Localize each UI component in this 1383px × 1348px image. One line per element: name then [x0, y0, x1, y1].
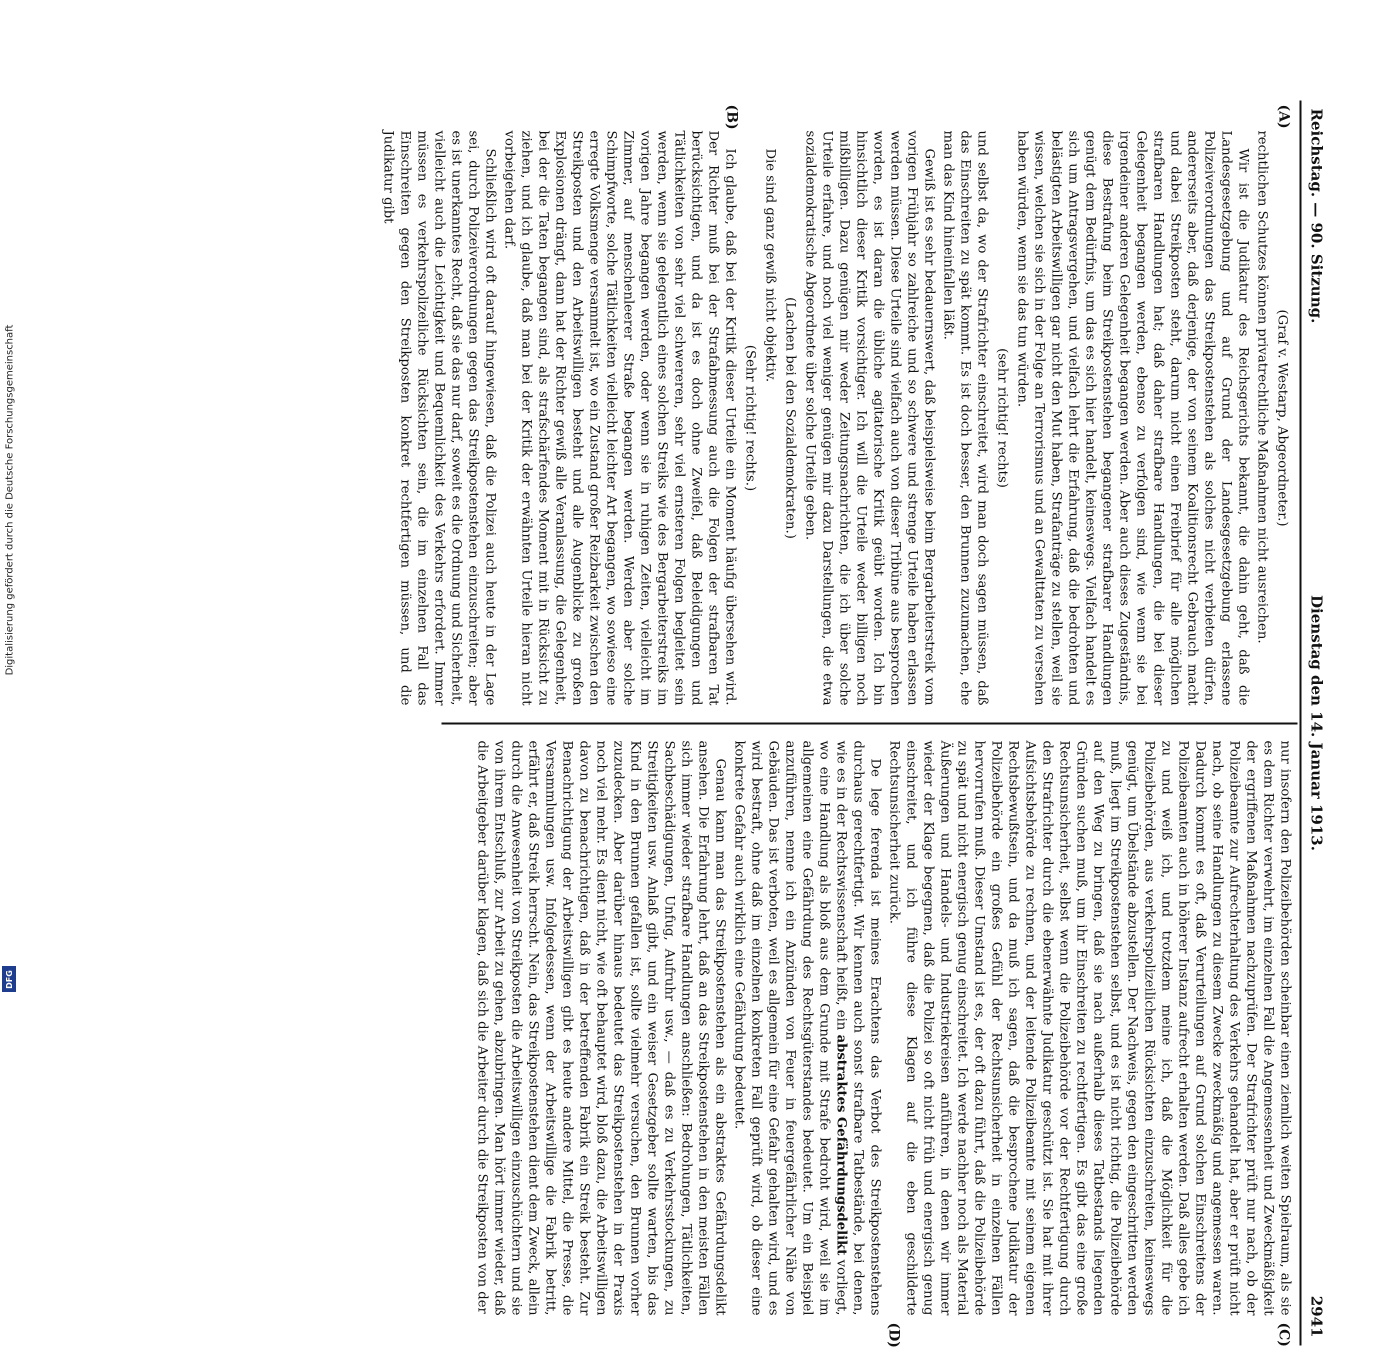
left-text-column — [380, 130, 1294, 706]
running-head-session: Reichstag. — 90. Sitzung. — [1307, 108, 1326, 324]
running-head-date: Dienstag den 14. Januar 1913. — [1307, 595, 1326, 851]
digitization-credit-strip — [0, 0, 20, 1000]
paragraph: Gewiß ist es sehr bedauernswert, daß beispielsweise beim Bergarbeiterstreik vom vorigen Frühjahr so zahlreiche und so schwere und strenge Urteile haben erlassen werden müssen. Diese Urteile sind vielfach auch von dieser Tribüne aus besprochen worden, es ist daran die übliche agitatorische Kritik geübt worden. Ich bin hinsichtlich dieser Kritik vorsichtiger. Ich will die Urteile weder billigen noch mißbilligen. Dazu genügen mir weder Zeitungsnachrichten, die ich über solche Urteile erfahre, und noch viel weniger genügen mir dazu Darstellungen, die etwa sozialdemokratische Abgeordnete über solche Urteile geben. — [802, 130, 937, 706]
dfg-logo-icon — [2, 966, 16, 992]
interjection: (sehr richtig! rechts) — [994, 348, 1010, 488]
page-number: 2941 — [1307, 1295, 1326, 1338]
right-text-column — [444, 741, 1294, 1316]
margin-mark-c: (C) — [1275, 1322, 1292, 1347]
paragraph-rest: vorliegt, wo eine Handlung als bloß aus dem Grunde mit Strafe bedroht wird, weil sie im allgemeinen eine Gefährdung des Rechtsgüterstandes bedeutet. Um ein Beispiel anzuführen, nenne ich ein Anzünden von Feuer in feuergefährlicher Nähe von Gebäuden. Das ist verboten, weil es allgemein für eine Gefahr gehalten wird, und es wird bestraft, ohne daß im einzelnen konkreten Fall geprüft wird, ob dieser eine konkrete Gefahr auch wirklich eine Gefährdung bedeutet. — [731, 740, 849, 1316]
bold-term: abstraktes Gefährdungsdelikt — [833, 1034, 849, 1256]
paragraph: rechtlichen Schutzes können privatrechtliche Maßnahmen nicht ausreichen. — [1254, 130, 1270, 644]
margin-mark-a: (A) — [1275, 104, 1292, 129]
margin-mark-b: (B) — [723, 104, 740, 130]
running-head — [1300, 101, 1332, 1346]
paragraph: nur insofern den Polizeibehörden scheinbar einen ziemlich weiten Spielraum, als sie es dem Richter verwehrt, im einzelnen Fall die Angemessenheit und Zweckmäßigkeit der ergriffenen Maßnahmen nachzuprüfen. Der Strafrichter prüft nur nach, ob der Polizeibeamte zur Aufrechterhaltung des Verkehrs gehandelt hat, aber er prüft nicht nach, ob seine Handlungen zu diesem Zwecke zweckmäßig und angemessen waren. Dadurch kommt es oft, daß Verurteilungen auf Grund solchen Einschreitens der Polizeibeamten auch in höherer Instanz aufrecht erhalten werden. Daß alles gebe ich zu und weiß ich, und trotzdem meine ich, daß die Möglichkeit für die Polizeibehörden, aus verkehrspolizeilichen Rücksichten einzuschreiten, keineswegs genügt, um Übelstände abzustellen. Der Nachweis, gegen den eingeschritten werden muß, liegt im Streikpostenstehen selbst, und es ist nicht richtig, die Polizeibehörde auf den Weg zu bringen, daß sie nach außerhalb dieses Tatbestands liegenden Gründen suchen muß, um ihr Einschreiten zu rechtfertigen. Es gibt das eine große Rechtsunsicherheit, selbst wenn die Polizeibehörde vor der Rechtfertigung durch den Strafrichter durch die ebenerwähnte Judikatur geschützt ist. Sie hat mit ihrer Aufsichtsbehörde zu rechnen, und der leitende Polizeibeamte mit seinem eigenen Rechtsbewußtsein, und da muß ich sagen, daß die besprochene Judikatur der Polizeibehörde ein großes Gefühl der Rechtsunsicherheit in einzelnen Fällen hervorrufen muß. Dieser Umstand ist es, der oft dazu führt, daß die Polizeibehörde zu spät und nicht energisch genug einschreitet. Ich werde nachher noch als Material Äußerungen und Handels- und Industriekreisen anführen, in denen wir immer wieder der Klage begegnen, daß die Polizei so oft nicht früh und energisch genug einschreitet, und ich führe diese Klagen auf die eben geschilderte Rechtsunsicherheit zurück. — [886, 740, 1293, 1316]
paragraph — [731, 741, 884, 1316]
interjection: (Sehr richtig! rechts.) — [742, 344, 758, 492]
paragraph: Genau kann man das Streikpostenstehen als ein abstraktes Gefährdungsdelikt ansehen. Die Erfahrung lehrt, daß an das Streikpostenstehen in den meisten Fällen sich immer wieder strafbare Handlungen anschließen: Bedrohungen, Tätlichkeiten, Sachbeschädigungen, Unfug, Aufruhr usw., — daß es zu Verkehrsstockungen, zu Streitigkeiten usw. Anlaß gibt, und ein weiser Gesetzgeber sollte warten, bis das Kind in den Brunnen gefallen ist, sollte vielmehr versuchen, den Brunnen vorher zuzudecken. Aber darüber hinaus bedeutet das Streikpostenstehen in der Praxis noch viel mehr. Es dient nicht, wie oft behauptet wird, bloß dazu, die Arbeitswilligen davon zu benachrichtigen, daß in der betreffenden Fabrik ein Streik besteht. Zur Benachrichtigung der Arbeitswilligen gibt es heute andere Mittel, die Presse, die Versammlungen usw. Infolgedessen, wenn der Arbeitswillige die Fabrik betritt, erfährt er, daß Streik herrscht. Nein, das Streikpostenstehen dient dem Zweck, allein durch die Anwesenheit von Streikposten die Arbeitswilligen einzuschüchtern und sie von ihrem Entschluß, zur Arbeit zu gehen, abzubringen. Man hört immer wieder, daß die Arbeitgeber darüber klagen, daß sich die Arbeiter durch die Streikposten von der — [474, 740, 728, 1316]
paragraph: Ich glaube, daß bei der Kritik dieser Urteile ein Moment häufig übersehen wird. Der Richter muß bei der Strafabmessung auch die Folgen der strafbaren Tat berücksichtigen, und da ist es doch ohne Zweifel, daß Beleidigungen und Tätlichkeiten von sehr viel schwereren, sehr viel ernsteren Folgen begleitet sein werden, wenn sie gelegentlich eines solchen Streiks wie des Bergarbeiterstreiks im vorigen Jahre begangen werden, oder wenn sie in ruhigen Zeiten, vielleicht im Zimmer, auf menschenleerer Straße begangen werden. Werden aber solche Schimpfworte, solche Tätlichkeiten vielleicht leichter Art begangen, wo sowieso eine erregte Volksmenge versammelt ist, wo ein Zustand großer Reizbarkeit zwischen den Streikposten und den Arbeitswilligen besteht und alle Augenblicke zu großen Explosionen drängt, dann hat der Richter gewiß alle Veranlassung, die Gelegenheit, bei der die Taten begangen sind, als strafschärfendes Moment mit in Rücksicht zu ziehen, und ich glaube, daß man bei der Kritik der erwähnten Urteile hieran nicht vorbeigehen darf. — [501, 130, 738, 706]
margin-mark-d: (D) — [885, 1322, 902, 1348]
column-divider — [442, 723, 1298, 725]
rotated-printed-page — [87, 101, 1332, 1348]
paragraph-lead: De lege ferenda ist meines Erachtens das Verbot des Streikpostenstehens durchaus gerechtfertigt. Wir kennen auch sonst strafbare Tatbestände, bei denen, wie es in der Rechtswissenschaft heißt, ein — [833, 740, 883, 1316]
paragraph: Schließlich wird oft darauf hingewiesen, daß die Polizei auch heute in der Lage sei, durch Polizeiverordnungen gegen das Streikpostenstehen einzuschreiten; aber es ist unerkanntes Recht, daß sie das nur darf, soweit es die Ordnung und Sicherheit, vielleicht auch die Leichtigkeit und Bequemlichkeit des Verkehrs erfordert. Immer müssen es verkehrspolizeiliche Rücksichten sein, die im einzelnen Fall das Einschreiten gegen den Streikposten konkret rechtfertigen müssen, und die Judikatur gibt — [380, 130, 498, 706]
interjection: (Lachen bei den Sozialdemokraten.) — [782, 297, 798, 539]
paragraph: Wir ist die Judikatur des Reichsgerichts bekannt, die dahin geht, daß die Landesgesetzgebung und auf Grund der Landesgesetzgebung erlassene Polizeiverordnungen das Streikpostenstehen als solches nicht verbieten dürfen, andererseits aber, daß derjenige, der von seinem Koalitionsrecht Gebrauch macht und dabei Streikposten steht, darum nicht einen Freibrief für alle möglichen strafbaren Handlungen hat; daß daher strafbare Handlungen, die bei dieser Gelegenheit begangen werden, ebenso zu verfolgen sind, wie wenn sie bei irgendeiner anderen Gelegenheit begangen werden. Aber auch dieses Zugeständnis, diese Bestrafung beim Streikpostenstehen begangener strafbarer Handlungen genügt dem Bedürfnis, um das es sich hier handelt, keineswegs. Vielfach handelt es sich um Antragsvergehen, und vielfach lehrt die Erfahrung, daß die bedrohten und belästigten Arbeitswilligen gar nicht den Mut haben, Strafanträge zu stellen, weil sie wissen, welchen sie sich in der Folge an Terrorismus und an Gewalttaten zu versehen haben würden, wenn sie das tun würden. — [1014, 130, 1251, 706]
paragraph: Die sind ganz gewiß nicht objektiv. — [762, 148, 778, 383]
paragraph: und selbst da, wo der Strafrichter einschreitet, wird man doch sagen müssen, daß das Einschreiten zu spät kommt. Es ist doch besser, den Brunnen zuzumachen, ehe man das Kind hineinfallen läßt. — [940, 130, 990, 706]
dfg-logo-text: DFG — [4, 969, 14, 989]
digitization-credit-text: Digitalisierung gefördert durch die Deutsche Forschungsgemeinschaft — [4, 324, 16, 676]
speaker-attribution: (Graf v. Westarp, Abgeordneter.) — [1274, 309, 1290, 527]
